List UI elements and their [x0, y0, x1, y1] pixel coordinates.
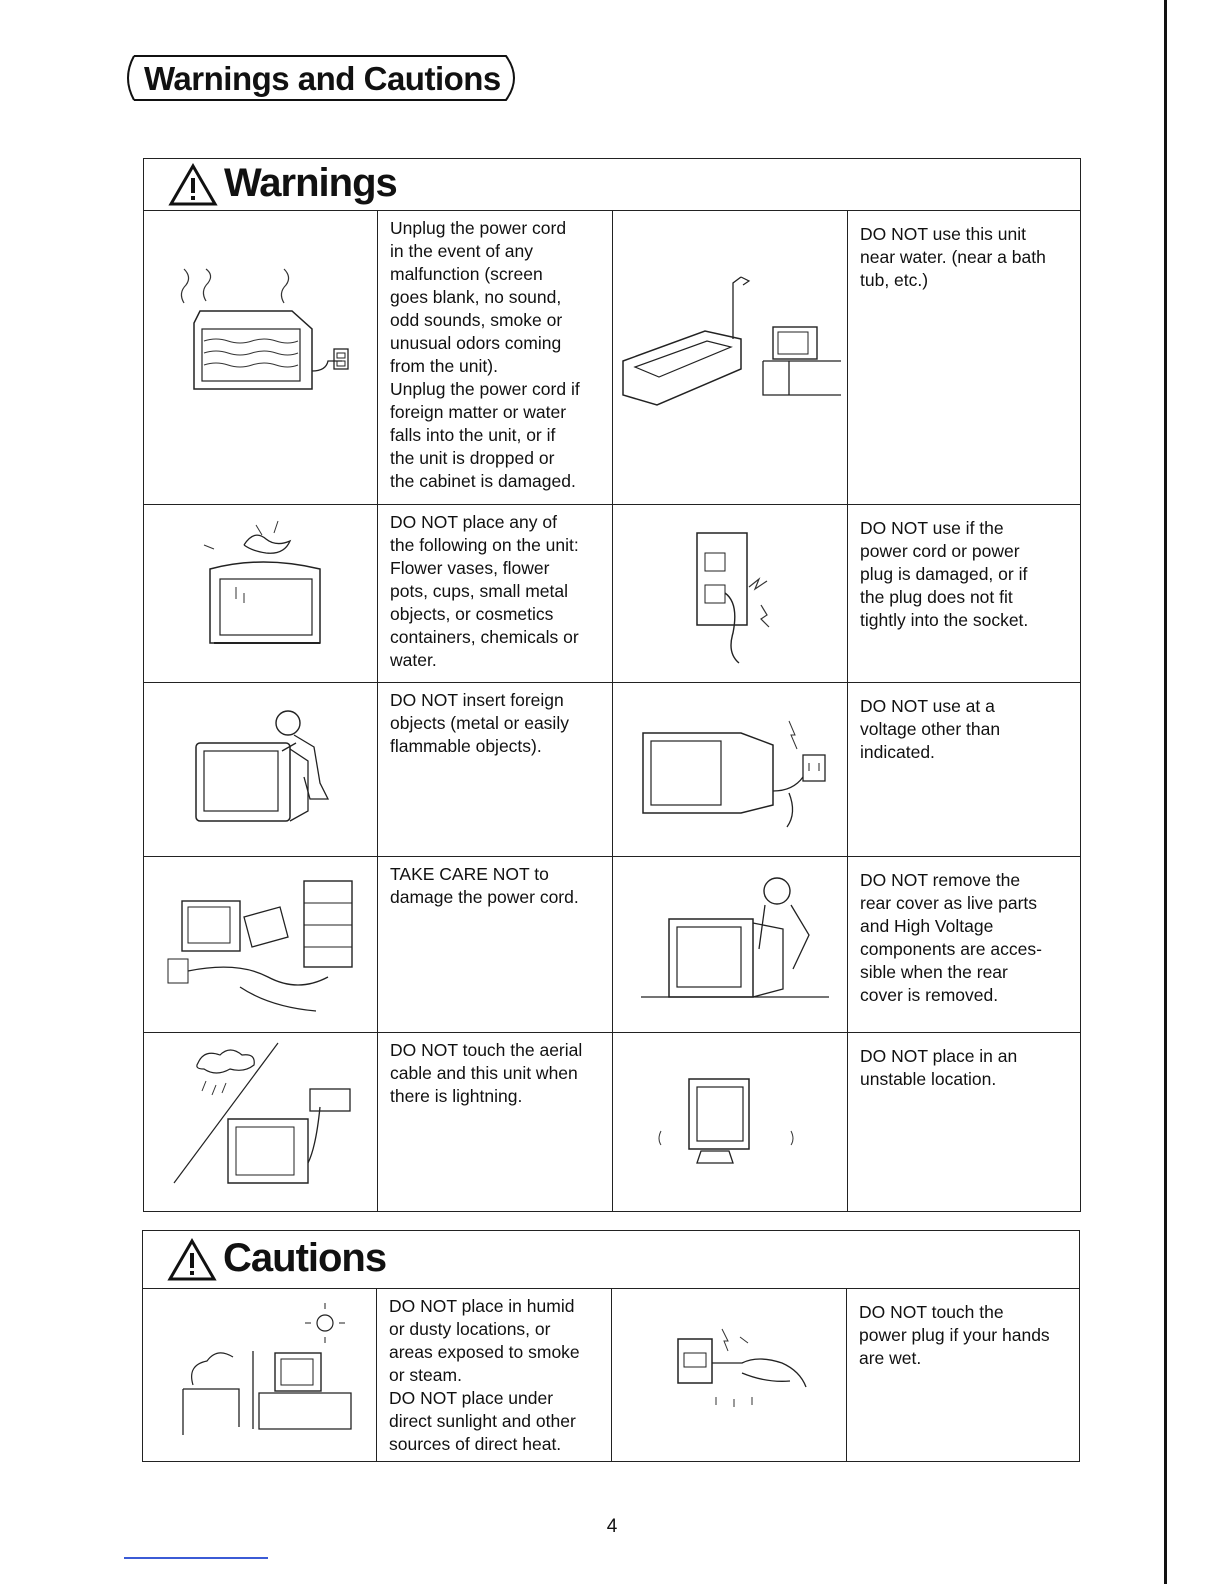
warning-text: DO NOT use if the power cord or power plug is damaged, or if the plug does not fit tightly into the socket.: [860, 518, 1029, 630]
illustration-smoking-monitor: [144, 211, 378, 504]
caution-row-1: [143, 1289, 1079, 1461]
warning-row-5: [144, 1033, 1080, 1211]
warning-row-4: [144, 857, 1080, 1033]
warning-text: TAKE CARE NOT to damage the power cord.: [378, 857, 613, 1032]
illustration-damaged-cord: [144, 857, 378, 1032]
warning-text: DO NOT place any of the following on the unit: Flower vases, flower pots, cups, small metal objects, or cosmetics containers, chemicals or water.: [378, 505, 613, 682]
warning-triangle-icon: [167, 1238, 217, 1282]
illustration-vase-on-monitor: [144, 505, 378, 682]
warning-text: DO NOT use at a voltage other than indicated.: [860, 696, 1001, 762]
footer-rule: [124, 1557, 268, 1559]
warning-text: DO NOT insert foreign objects (metal or easily flammable objects).: [378, 683, 613, 856]
warning-row-1: [144, 211, 1080, 505]
cautions-heading: Cautions: [223, 1236, 387, 1280]
page-title-text: Warnings and Cautions: [144, 60, 501, 97]
page-title: [120, 52, 524, 104]
warnings-header: [144, 159, 1080, 211]
warning-text: DO NOT use this unit near water. (near a bath tub, etc.): [860, 224, 1046, 290]
warning-text: DO NOT touch the aerial cable and this unit when there is lightning.: [378, 1033, 613, 1211]
illustration-monitor-near-bathtub: [613, 211, 848, 504]
illustration-rear-cover: [613, 857, 848, 1032]
caution-text: DO NOT touch the power plug if your hands are wet.: [859, 1302, 1050, 1368]
warning-row-3: [144, 683, 1080, 857]
warning-text: DO NOT place in an unstable location.: [860, 1046, 1018, 1089]
illustration-child-inserting-object: [144, 683, 378, 856]
warning-text: DO NOT remove the rear cover as live parts and High Voltage components are acces- sible when the rear cover is removed.: [860, 870, 1042, 1005]
illustration-voltage-outlet: [613, 683, 848, 856]
cautions-section: [142, 1230, 1080, 1462]
warning-row-2: [144, 505, 1080, 683]
warnings-section: [143, 158, 1081, 1212]
cautions-header: [143, 1231, 1079, 1289]
warning-triangle-icon: [168, 163, 218, 207]
warnings-heading: Warnings: [224, 161, 397, 205]
illustration-kitchen-steam: [143, 1289, 377, 1461]
illustration-lightning: [144, 1033, 378, 1211]
illustration-unstable-monitor: [613, 1033, 848, 1211]
caution-text: DO NOT place in humid or dusty locations, or areas exposed to smoke or steam. DO NOT place under direct sunlight and other sources of direct heat.: [377, 1289, 612, 1461]
page-number: 4: [606, 1516, 618, 1537]
illustration-damaged-plug: [613, 505, 848, 682]
warning-text: Unplug the power cord in the event of any malfunction (screen goes blank, no sound, odd sounds, smoke or unusual odors coming from the unit). Unplug the power cord if foreign matter or water falls into the unit, or if the unit is dropped or the cabinet is damaged.: [378, 211, 613, 504]
illustration-wet-hands-plug: [612, 1289, 847, 1461]
page-edge-rule: [1164, 0, 1167, 1584]
